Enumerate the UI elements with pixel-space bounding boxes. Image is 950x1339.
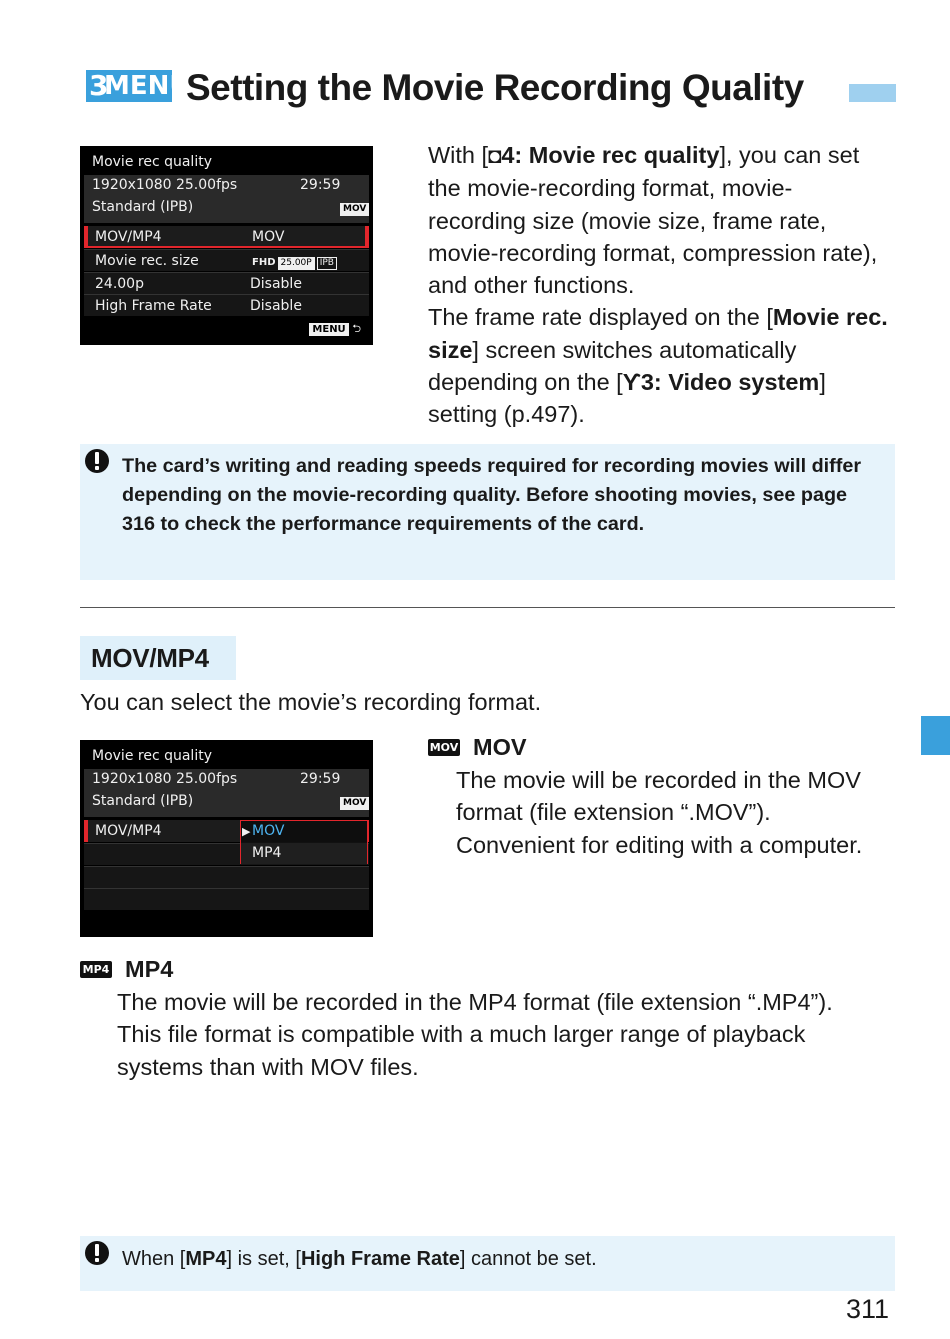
compression-text: Standard (IPB) (92, 793, 194, 809)
menu-row-empty (84, 866, 369, 888)
menu-ref-movie-rec-quality: 4: Movie rec quality (501, 142, 720, 168)
caution-text (122, 1245, 882, 1274)
camera-screen-movie-rec-quality (80, 146, 373, 345)
format-dropdown[interactable] (240, 820, 368, 864)
menu-back-button[interactable] (309, 320, 361, 339)
option-label: MP4 (252, 845, 282, 861)
intro-paragraph (428, 139, 890, 431)
menu-row-24p[interactable] (84, 272, 369, 294)
current-settings-block (84, 769, 369, 817)
section-divider (80, 607, 895, 608)
row-value: MOV (252, 229, 285, 245)
section-intro: You can select the movie’s recording format. (80, 689, 542, 715)
caution-icon (84, 448, 110, 474)
resolution-text: 1920x1080 25.00fps (92, 771, 238, 787)
title-accent-bar (849, 84, 896, 102)
row-label: 24.00p (95, 276, 144, 292)
page-header (86, 66, 896, 112)
menu-row-mov-mp4[interactable] (84, 226, 369, 248)
menu-tab-badge (86, 69, 191, 102)
dropdown-option-mp4[interactable] (241, 843, 367, 864)
intro-p1 (428, 139, 890, 301)
menu-row-movie-rec-size[interactable] (84, 249, 369, 271)
resolution-text: 1920x1080 25.00fps (92, 177, 238, 193)
row-label: MOV/MP4 (95, 229, 162, 245)
fhd-icon: FHD (252, 257, 276, 268)
selection-underline (88, 246, 365, 248)
row-label: High Frame Rate (95, 298, 212, 314)
intro-p2-pre: The frame rate displayed on the [ (428, 304, 773, 331)
caution2-post: ] cannot be set. (459, 1248, 597, 1270)
mp4-option-icon: MP4 (80, 961, 112, 978)
mov-option-icon: MOV (429, 741, 459, 754)
caution-text: The card’s writing and reading speeds required for recording movies will differ depending on the movie-recording quality. Before shooting movies, see page 316 to check the performance requirements of the card. (122, 455, 862, 535)
ipb-icon: IPB (317, 257, 337, 270)
intro-p2-mid: ] screen switches automatically depending on the [ (428, 336, 797, 396)
caution2-hfr-ref: High Frame Rate (300, 1248, 460, 1270)
current-settings-block (84, 175, 369, 223)
menu-ref-video-system: 3: Video system (640, 369, 820, 396)
menu-row-high-frame-rate[interactable] (84, 294, 369, 316)
caution2-mid: ] is set, [ (226, 1248, 301, 1270)
badge-number: 3 (89, 69, 109, 102)
dropdown-option-mov[interactable] (241, 821, 367, 842)
caution-box-mp4 (80, 1236, 895, 1291)
size-icons (252, 250, 337, 274)
selected-pointer-icon: ▶ (242, 825, 251, 838)
mov-option-title: MOV (473, 734, 527, 760)
intro-p1-post: ], you can set the movie-recording format, movie-recording size (movie size, frame rate, movie-recording format, compression rate), and other functions. (428, 142, 878, 299)
menu-button-label: MENU (309, 323, 348, 336)
mp4-option-description: The movie will be recorded in the MP4 format (file extension “.MP4”). This file format is compatible with a much larger range of playback systems than with MOV files. (117, 989, 833, 1080)
caution-box-card-speed (80, 444, 895, 580)
menu-ref-movie-rec-size: Movie rec. size (428, 304, 888, 363)
camera-shooting-icon: ◘ (488, 143, 502, 168)
screen-header: Movie rec quality (92, 748, 212, 764)
back-arrow-icon: ⮌ (352, 322, 361, 335)
option-label: MOV (252, 823, 285, 839)
fps-icon: 25.00P (278, 257, 315, 270)
screen-header: Movie rec quality (92, 154, 212, 170)
mov-option-description: The movie will be recorded in the MOV format (file extension “.MOV”). Convenient for editing with a computer. (456, 767, 863, 858)
row-value: Disable (250, 276, 302, 292)
mov-format-icon: MOV (340, 797, 369, 810)
page-number: 311 (846, 1294, 890, 1324)
intro-p2 (428, 301, 890, 430)
section-heading-mov-mp4: MOV/MP4 (80, 636, 236, 680)
menu-row-empty (84, 888, 369, 910)
caution2-mp4-ref: MP4 (185, 1248, 227, 1270)
row-label: Movie rec. size (95, 253, 199, 269)
wrench-icon: ϒ (622, 369, 641, 396)
intro-p1-pre: With [ (428, 142, 489, 168)
camera-screen-mov-mp4-select (80, 740, 373, 937)
mp4-option-title: MP4 (125, 956, 174, 982)
badge-menu-word: MENU (104, 71, 191, 101)
compression-text: Standard (IPB) (92, 199, 194, 215)
intro-p2-post: ] setting (p.497). (428, 369, 826, 428)
remaining-time: 29:59 (300, 771, 341, 787)
row-label: MOV/MP4 (95, 823, 162, 839)
remaining-time: 29:59 (300, 177, 341, 193)
page-title: Setting the Movie Recording Quality (186, 67, 804, 108)
caution2-pre: When [ (122, 1248, 186, 1270)
mov-format-icon: MOV (340, 203, 369, 216)
caution-icon (84, 1240, 110, 1266)
row-value: Disable (250, 298, 302, 314)
chapter-side-tab (921, 716, 950, 755)
